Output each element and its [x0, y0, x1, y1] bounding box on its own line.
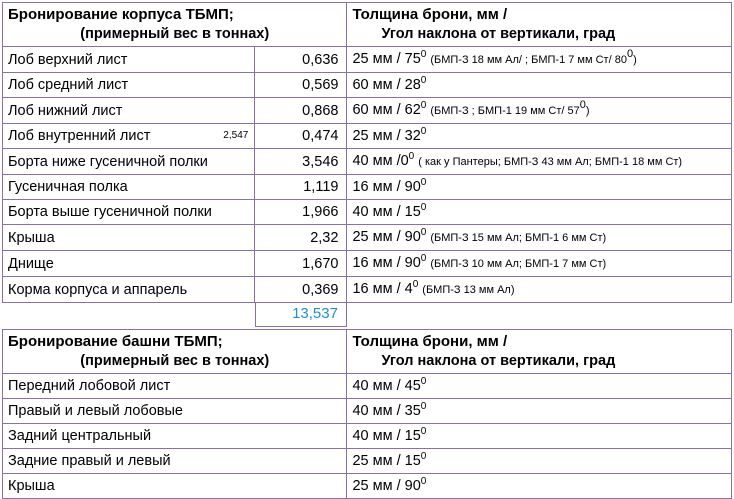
hull-row-3-desc-main: 25 мм / 32: [352, 128, 421, 144]
hull-row-9-value: 0,369: [302, 281, 339, 298]
turret-header-title: Бронирование башни ТБМП;: [8, 333, 223, 350]
hull-row-2-name: Лоб нижний лист: [8, 102, 123, 119]
hull-row-5-name: Гусеничная полка: [8, 179, 128, 195]
hull-row-3-value: 0,474: [302, 128, 339, 144]
hull-row-0-desc-cell: [347, 47, 732, 73]
hull-row-9-desc-cell: [347, 277, 732, 303]
hull-row-5-value-cell: [255, 175, 347, 200]
hull-row-2-desc-main: 60 мм / 62: [352, 102, 421, 118]
hull-row-7-desc: [347, 225, 731, 250]
table-row: [3, 474, 732, 499]
turret-row-1-name: Правый и левый лобовые: [8, 403, 183, 419]
hull-header-row-1: [3, 3, 732, 26]
hull-header-title-cell: [3, 3, 347, 26]
hull-header-row-2: [3, 25, 732, 47]
hull-armor-table: [2, 2, 732, 327]
hull-row-2-desc: [347, 98, 731, 123]
hull-row-2-desc-cell: [347, 98, 732, 124]
table-row: [3, 251, 732, 277]
hull-row-8-value: 1,670: [302, 255, 339, 272]
hull-row-8-desc-deg: 0: [420, 253, 427, 265]
turret-header-row-2: [3, 352, 732, 374]
hull-row-9-desc-note: (БМП-З 13 мм Ал): [422, 284, 515, 296]
hull-row-8-value-cell: [255, 251, 347, 277]
hull-header-desc-cell-2: [347, 25, 732, 47]
hull-row-6-desc: [347, 200, 731, 224]
hull-row-8-desc-note: (БМП-З 10 мм Ал; БМП-1 7 мм Ст): [430, 258, 607, 270]
hull-row-1-desc-deg: 0: [420, 75, 427, 87]
hull-row-3-desc-cell: [347, 124, 732, 149]
hull-row-3-subtotal: 2,547: [223, 130, 249, 141]
turret-row-0-desc: [347, 374, 731, 398]
hull-header-desc-line2: Угол наклона от вертикали, град: [381, 26, 616, 42]
hull-row-3-value-cell: [255, 124, 347, 149]
hull-row-4-desc-deg: 0: [408, 151, 415, 163]
turret-header-desc-line1: Толщина брони, мм /: [352, 333, 508, 350]
hull-row-6-name: Борта выше гусеничной полки: [8, 204, 212, 220]
turret-row-1-desc-deg: 0: [420, 401, 427, 413]
hull-row-4-value-cell: [255, 149, 347, 175]
hull-row-4-desc-cell: [347, 149, 732, 175]
hull-header-subtitle: (примерный вес в тоннах): [80, 26, 270, 42]
table-row: [3, 374, 732, 399]
hull-row-5-desc-cell: [347, 175, 732, 200]
hull-row-8-desc: [347, 251, 731, 276]
turret-row-2-desc-main: 40 мм / 15: [352, 428, 421, 444]
turret-row-4-desc-main: 25 мм / 90: [352, 478, 421, 494]
hull-row-8-desc-main: 16 мм / 90: [352, 255, 421, 271]
hull-row-5-value: 1,119: [303, 179, 339, 195]
hull-row-6-value: 1,966: [302, 204, 339, 220]
turret-row-1-name-cell: [3, 399, 347, 424]
hull-total-row: [3, 303, 732, 328]
turret-row-3-name-cell: [3, 449, 347, 474]
table-row: [3, 449, 732, 474]
table-row: [3, 149, 732, 175]
hull-row-0-value: 0,636: [302, 51, 339, 68]
turret-row-3-desc-cell: [347, 449, 732, 474]
turret-header-desc-cell: [347, 330, 732, 353]
hull-row-4-desc-main: 40 мм /0: [352, 153, 409, 169]
hull-total-spacer-right: [347, 303, 732, 328]
hull-row-0-desc-note: (БМП-З 18 мм Ал/ ; БМП-1 7 мм Ст/ 80: [430, 54, 627, 66]
hull-row-1-value-cell: [255, 73, 347, 98]
hull-header-title: Бронирование корпуса ТБМП;: [8, 6, 234, 23]
hull-row-9-name-cell: [3, 277, 255, 303]
turret-row-0-name-cell: [3, 374, 347, 399]
hull-header-desc-line1: Толщина брони, мм /: [352, 6, 508, 23]
hull-row-7-desc-deg: 0: [420, 227, 427, 239]
hull-row-1-value: 0,569: [302, 77, 339, 93]
hull-row-3-desc: [347, 124, 731, 148]
turret-row-3-name: Задние правый и левый: [8, 453, 171, 469]
hull-row-4-desc-note: ( как у Пантеры; БМП-З 43 мм Ал; БМП-1 18 мм Ст): [418, 156, 683, 168]
turret-row-2-name: Задний центральный: [8, 428, 152, 444]
hull-row-6-desc-deg: 0: [420, 202, 427, 214]
hull-row-5-desc-main: 16 мм / 90: [352, 179, 421, 195]
hull-row-2-value: 0,868: [302, 102, 339, 119]
hull-row-2-desc-deg: 0: [420, 100, 427, 112]
turret-header-subtitle-cell: [3, 352, 347, 374]
hull-row-6-desc-main: 40 мм / 15: [352, 204, 421, 220]
table-row: [3, 47, 732, 73]
hull-row-0-name-cell: [3, 47, 255, 73]
hull-row-9-desc: [347, 277, 731, 302]
turret-armor-table: [2, 329, 732, 499]
hull-total-value-cell: [255, 303, 347, 328]
hull-row-9-desc-main: 16 мм / 4: [352, 281, 413, 297]
hull-total-spacer: [3, 303, 255, 328]
hull-row-6-name-cell: [3, 200, 255, 225]
table-row: [3, 200, 732, 225]
table-row: [3, 424, 732, 449]
hull-row-0-desc-note-deg: 0: [626, 48, 634, 61]
hull-row-0-desc-deg: 0: [420, 49, 427, 61]
hull-header-subtitle-cell: [3, 25, 347, 47]
turret-row-3-desc: [347, 449, 731, 473]
turret-row-0-name: Передний лобовой лист: [8, 378, 171, 394]
hull-row-7-desc-note: (БМП-З 15 мм Ал; БМП-1 6 мм Ст): [430, 232, 607, 244]
hull-row-2-desc-note-tail: ): [585, 105, 590, 117]
hull-row-4-value: 3,546: [302, 153, 339, 170]
hull-row-8-name: Днище: [8, 255, 54, 272]
hull-row-9-desc-deg: 0: [412, 279, 419, 291]
turret-row-3-desc-deg: 0: [420, 451, 427, 463]
turret-row-4-desc: [347, 474, 731, 498]
turret-row-0-desc-cell: [347, 374, 732, 399]
hull-row-1-name: Лоб средний лист: [8, 77, 129, 93]
hull-row-3-name: Лоб внутренний лист: [8, 128, 151, 144]
hull-row-1-name-cell: [3, 73, 255, 98]
armor-spec-sheet: [0, 2, 734, 494]
hull-row-3-name-cell: [3, 124, 255, 149]
hull-row-1-desc-main: 60 мм / 28: [352, 77, 421, 93]
turret-row-4-name-cell: [3, 474, 347, 499]
turret-row-3-desc-main: 25 мм / 15: [352, 453, 421, 469]
hull-row-7-value-cell: [255, 225, 347, 251]
hull-row-2-value-cell: [255, 98, 347, 124]
hull-row-0-desc-main: 25 мм / 75: [352, 51, 421, 67]
hull-row-7-name: Крыша: [8, 229, 55, 246]
hull-row-2-desc-note: (БМП-З ; БМП-1 19 мм Ст/ 57: [430, 105, 580, 117]
hull-row-0-desc-note-tail: ): [633, 54, 637, 66]
turret-row-1-desc-cell: [347, 399, 732, 424]
hull-row-4-name-cell: [3, 149, 255, 175]
table-row: [3, 277, 732, 303]
turret-row-1-desc: [347, 399, 731, 423]
table-row: [3, 124, 732, 149]
turret-row-0-desc-main: 40 мм / 45: [352, 378, 421, 394]
hull-row-4-name: Борта ниже гусеничной полки: [8, 153, 208, 170]
turret-row-2-name-cell: [3, 424, 347, 449]
turret-header-title-cell: [3, 330, 347, 353]
hull-row-5-name-cell: [3, 175, 255, 200]
hull-row-9-value-cell: [255, 277, 347, 303]
hull-row-6-value-cell: [255, 200, 347, 225]
hull-row-0-name: Лоб верхний лист: [8, 51, 128, 68]
table-row: [3, 399, 732, 424]
turret-row-2-desc-cell: [347, 424, 732, 449]
turret-row-2-desc-deg: 0: [420, 426, 427, 438]
turret-row-1-desc-main: 40 мм / 35: [352, 403, 421, 419]
hull-total-value: 13,537: [255, 303, 347, 327]
table-row: [3, 73, 732, 98]
turret-row-2-desc: [347, 424, 731, 448]
turret-header-subtitle: (примерный вес в тоннах): [80, 353, 270, 369]
hull-row-8-name-cell: [3, 251, 255, 277]
hull-row-4-desc: [347, 149, 731, 174]
hull-row-5-desc-deg: 0: [420, 177, 427, 189]
table-row: [3, 175, 732, 200]
hull-row-5-desc: [347, 175, 731, 199]
turret-row-4-desc-deg: 0: [420, 476, 427, 488]
hull-row-2-desc-note-deg: 0: [579, 99, 586, 112]
table-row: [3, 225, 732, 251]
turret-header-desc-cell-2: [347, 352, 732, 374]
hull-row-0-value-cell: [255, 47, 347, 73]
hull-row-2-name-cell: [3, 98, 255, 124]
turret-row-4-desc-cell: [347, 474, 732, 499]
hull-row-7-value: 2,32: [310, 229, 339, 246]
turret-row-0-desc-deg: 0: [420, 376, 427, 388]
hull-row-1-desc-cell: [347, 73, 732, 98]
hull-row-0-desc: [347, 47, 731, 72]
hull-row-7-name-cell: [3, 225, 255, 251]
turret-row-4-name: Крыша: [8, 478, 55, 494]
hull-row-6-desc-cell: [347, 200, 732, 225]
hull-header-desc-cell: [347, 3, 732, 26]
hull-row-3-desc-deg: 0: [420, 126, 427, 138]
hull-row-9-name: Корма корпуса и аппарель: [8, 281, 188, 298]
table-row: [3, 98, 732, 124]
hull-row-3-name-wrap: [3, 124, 254, 148]
hull-row-7-desc-main: 25 мм / 90: [352, 229, 421, 245]
hull-row-8-desc-cell: [347, 251, 732, 277]
hull-row-1-desc: [347, 73, 731, 97]
hull-row-7-desc-cell: [347, 225, 732, 251]
turret-header-row-1: [3, 330, 732, 353]
turret-header-desc-line2: Угол наклона от вертикали, град: [381, 353, 616, 369]
